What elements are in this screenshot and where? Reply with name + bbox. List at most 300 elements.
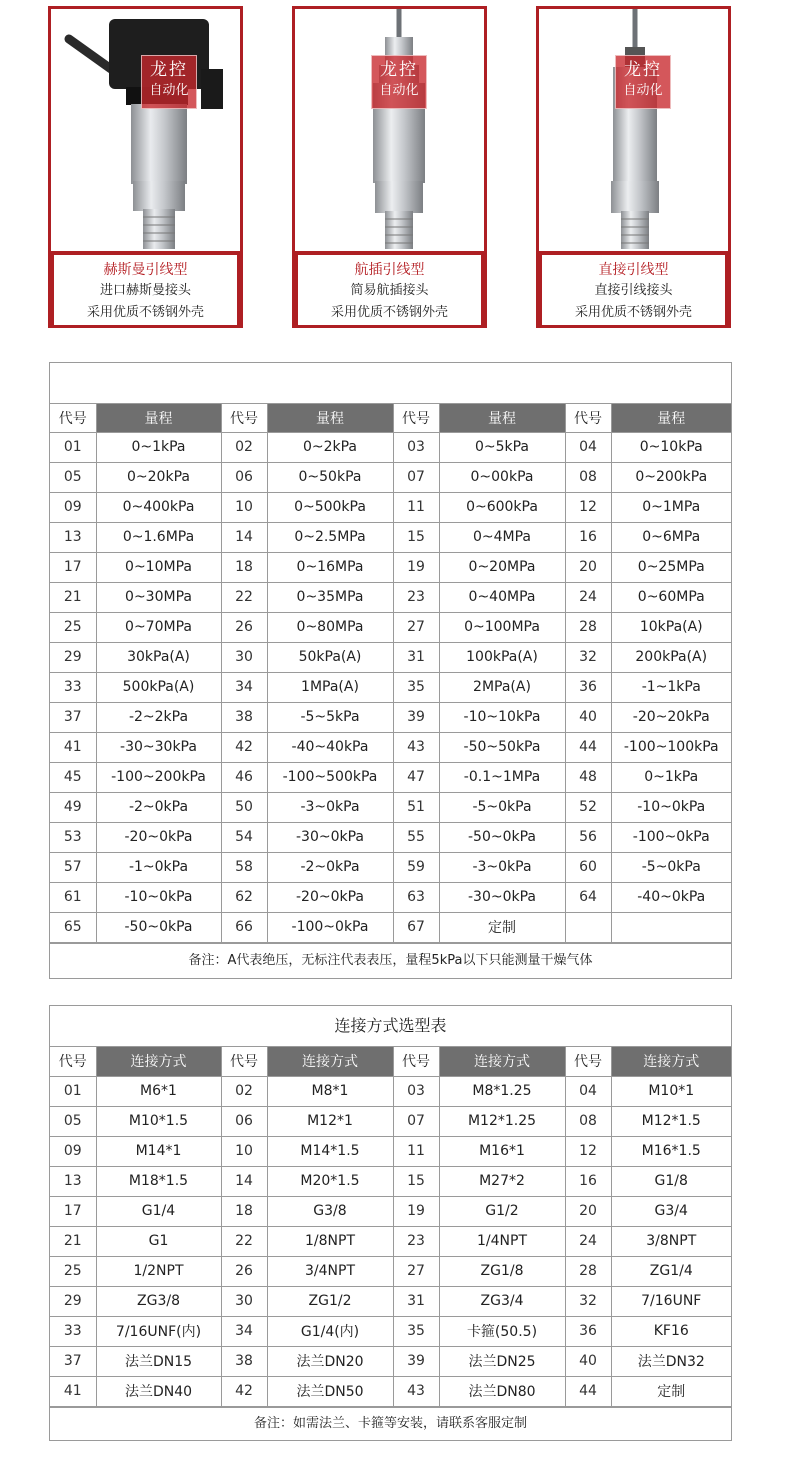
code-cell: 20 <box>565 552 611 582</box>
value-cell: -20~20kPa <box>611 702 731 732</box>
value-cell: 3/8NPT <box>611 1226 731 1256</box>
value-cell: 0~5kPa <box>439 432 565 462</box>
column-header-code: 代号 <box>221 1047 267 1076</box>
value-cell: M10*1.5 <box>96 1106 221 1136</box>
value-cell: -30~0kPa <box>439 882 565 912</box>
value-cell: 0~60MPa <box>611 582 731 612</box>
code-cell: 63 <box>393 882 439 912</box>
value-cell: 0~00kPa <box>439 462 565 492</box>
code-cell: 42 <box>221 732 267 762</box>
connection-table-note: 备注：如需法兰、卡箍等安装，请联系客服定制 <box>50 1407 731 1440</box>
column-header-code: 代号 <box>393 1047 439 1076</box>
code-cell: 60 <box>565 852 611 882</box>
value-cell: 0~40MPa <box>439 582 565 612</box>
code-cell: 42 <box>221 1376 267 1406</box>
range-table-title <box>50 363 731 404</box>
code-cell <box>565 912 611 942</box>
connection-table-body <box>50 1076 731 1406</box>
column-header-code: 代号 <box>565 404 611 432</box>
code-cell: 28 <box>565 1256 611 1286</box>
column-header-range: 量程 <box>96 404 221 432</box>
column-header-code: 代号 <box>221 404 267 432</box>
value-cell: 0~400kPa <box>96 492 221 522</box>
code-cell: 58 <box>221 852 267 882</box>
value-cell: -100~0kPa <box>611 822 731 852</box>
code-cell: 12 <box>565 492 611 522</box>
code-cell: 66 <box>221 912 267 942</box>
value-cell: M18*1.5 <box>96 1166 221 1196</box>
value-cell: 100kPa(A) <box>439 642 565 672</box>
value-cell: M10*1 <box>611 1076 731 1106</box>
code-cell: 67 <box>393 912 439 942</box>
value-cell: -30~30kPa <box>96 732 221 762</box>
value-cell: -10~0kPa <box>96 882 221 912</box>
value-cell: -1~1kPa <box>611 672 731 702</box>
value-cell: -30~0kPa <box>267 822 393 852</box>
code-cell: 10 <box>221 492 267 522</box>
value-cell: G3/4 <box>611 1196 731 1226</box>
code-cell: 35 <box>393 1316 439 1346</box>
code-cell: 34 <box>221 672 267 702</box>
value-cell: 法兰DN40 <box>96 1376 221 1406</box>
value-cell: 0~1.6MPa <box>96 522 221 552</box>
value-cell: 200kPa(A) <box>611 642 731 672</box>
code-cell: 30 <box>221 642 267 672</box>
table-row <box>50 492 731 522</box>
value-cell: G1/4 <box>96 1196 221 1226</box>
code-cell: 09 <box>50 1136 96 1166</box>
code-cell: 21 <box>50 582 96 612</box>
value-cell: 0~80MPa <box>267 612 393 642</box>
code-cell: 45 <box>50 762 96 792</box>
value-cell: M14*1.5 <box>267 1136 393 1166</box>
code-cell: 28 <box>565 612 611 642</box>
code-cell: 04 <box>565 1076 611 1106</box>
connection-selection-table <box>49 1005 732 1441</box>
value-cell: -2~2kPa <box>96 702 221 732</box>
code-cell: 39 <box>393 1346 439 1376</box>
code-cell: 25 <box>50 612 96 642</box>
code-cell: 39 <box>393 702 439 732</box>
value-cell: 0~10kPa <box>611 432 731 462</box>
code-cell: 22 <box>221 1226 267 1256</box>
code-cell: 34 <box>221 1316 267 1346</box>
code-cell: 36 <box>565 1316 611 1346</box>
value-cell: -5~5kPa <box>267 702 393 732</box>
table-row <box>50 1226 731 1256</box>
value-cell: M16*1 <box>439 1136 565 1166</box>
code-cell: 12 <box>565 1136 611 1166</box>
value-cell: ZG1/2 <box>267 1286 393 1316</box>
code-cell: 02 <box>221 1076 267 1106</box>
value-cell: 0~100MPa <box>439 612 565 642</box>
code-cell: 03 <box>393 1076 439 1106</box>
code-cell: 40 <box>565 1346 611 1376</box>
value-cell: G1/8 <box>611 1166 731 1196</box>
value-cell: M14*1 <box>96 1136 221 1166</box>
column-header-connection: 连接方式 <box>267 1047 393 1076</box>
product-photo <box>539 9 728 251</box>
table-row <box>50 912 731 942</box>
code-cell: 52 <box>565 792 611 822</box>
code-cell: 11 <box>393 492 439 522</box>
code-cell: 36 <box>565 672 611 702</box>
table-row <box>50 1256 731 1286</box>
code-cell: 08 <box>565 462 611 492</box>
table-row <box>50 522 731 552</box>
code-cell: 26 <box>221 612 267 642</box>
code-cell: 46 <box>221 762 267 792</box>
value-cell: -20~0kPa <box>267 882 393 912</box>
code-cell: 49 <box>50 792 96 822</box>
code-cell: 59 <box>393 852 439 882</box>
product-title: 航插引线型 <box>354 262 425 278</box>
table-row <box>50 1286 731 1316</box>
product-title: 赫斯曼引线型 <box>103 262 188 278</box>
product-feature: 采用优质不锈钢外壳 <box>330 305 448 320</box>
value-cell: M6*1 <box>96 1076 221 1106</box>
table-row <box>50 582 731 612</box>
value-cell: 0~30MPa <box>96 582 221 612</box>
value-cell: G1/2 <box>439 1196 565 1226</box>
value-cell: 10kPa(A) <box>611 612 731 642</box>
code-cell: 38 <box>221 702 267 732</box>
product-caption <box>542 255 725 325</box>
table-row <box>50 552 731 582</box>
value-cell: 2MPa(A) <box>439 672 565 702</box>
code-cell: 40 <box>565 702 611 732</box>
watermark-stamp: 龙控 自动化 <box>371 55 427 109</box>
value-cell: 卡箍(50.5) <box>439 1316 565 1346</box>
code-cell: 50 <box>221 792 267 822</box>
value-cell: G1/4(内) <box>267 1316 393 1346</box>
code-cell: 06 <box>221 462 267 492</box>
code-cell: 44 <box>565 732 611 762</box>
product-feature: 进口赫斯曼接头 <box>99 283 191 298</box>
code-cell: 61 <box>50 882 96 912</box>
column-header-code: 代号 <box>565 1047 611 1076</box>
code-cell: 51 <box>393 792 439 822</box>
value-cell: ZG1/4 <box>611 1256 731 1286</box>
value-cell: 定制 <box>439 912 565 942</box>
value-cell: M12*1.25 <box>439 1106 565 1136</box>
table-row <box>50 762 731 792</box>
value-cell: M12*1.5 <box>611 1106 731 1136</box>
value-cell: 0~70MPa <box>96 612 221 642</box>
code-cell: 17 <box>50 552 96 582</box>
code-cell: 32 <box>565 1286 611 1316</box>
code-cell: 09 <box>50 492 96 522</box>
code-cell: 33 <box>50 672 96 702</box>
column-header-code: 代号 <box>50 1047 96 1076</box>
table-row <box>50 732 731 762</box>
range-table-note: 备注：A代表绝压，无标注代表表压，量程5kPa以下只能测量干燥气体 <box>50 943 731 978</box>
table-row <box>50 852 731 882</box>
value-cell: -100~100kPa <box>611 732 731 762</box>
code-cell: 06 <box>221 1106 267 1136</box>
table-row <box>50 1076 731 1106</box>
value-cell: -20~0kPa <box>96 822 221 852</box>
code-cell: 19 <box>393 1196 439 1226</box>
value-cell: 法兰DN20 <box>267 1346 393 1376</box>
code-cell: 23 <box>393 582 439 612</box>
value-cell: -50~0kPa <box>439 822 565 852</box>
value-cell: 0~200kPa <box>611 462 731 492</box>
value-cell: -100~0kPa <box>267 912 393 942</box>
value-cell: -10~10kPa <box>439 702 565 732</box>
value-cell: 0~1MPa <box>611 492 731 522</box>
value-cell: 0~25MPa <box>611 552 731 582</box>
table-row <box>50 1166 731 1196</box>
code-cell: 07 <box>393 462 439 492</box>
connection-table-title: 连接方式选型表 <box>50 1006 731 1047</box>
code-cell: 04 <box>565 432 611 462</box>
code-cell: 38 <box>221 1346 267 1376</box>
code-cell: 01 <box>50 1076 96 1106</box>
column-header-range: 量程 <box>439 404 565 432</box>
table-row <box>50 1316 731 1346</box>
value-cell: G3/8 <box>267 1196 393 1226</box>
value-cell: 1/2NPT <box>96 1256 221 1286</box>
code-cell: 65 <box>50 912 96 942</box>
table-row <box>50 1346 731 1376</box>
code-cell: 43 <box>393 732 439 762</box>
column-header-range: 量程 <box>267 404 393 432</box>
code-cell: 22 <box>221 582 267 612</box>
value-cell: 3/4NPT <box>267 1256 393 1286</box>
column-header-connection: 连接方式 <box>611 1047 731 1076</box>
value-cell: 法兰DN15 <box>96 1346 221 1376</box>
value-cell: ZG1/8 <box>439 1256 565 1286</box>
product-feature: 直接引线接头 <box>594 283 673 298</box>
code-cell: 25 <box>50 1256 96 1286</box>
value-cell <box>611 912 731 942</box>
value-cell: -5~0kPa <box>611 852 731 882</box>
code-cell: 32 <box>565 642 611 672</box>
value-cell: KF16 <box>611 1316 731 1346</box>
code-cell: 27 <box>393 1256 439 1286</box>
code-cell: 17 <box>50 1196 96 1226</box>
code-cell: 26 <box>221 1256 267 1286</box>
value-cell: 0~2.5MPa <box>267 522 393 552</box>
value-cell: -10~0kPa <box>611 792 731 822</box>
value-cell: 定制 <box>611 1376 731 1406</box>
value-cell: 0~20kPa <box>96 462 221 492</box>
value-cell: M8*1 <box>267 1076 393 1106</box>
code-cell: 11 <box>393 1136 439 1166</box>
code-cell: 30 <box>221 1286 267 1316</box>
value-cell: -40~0kPa <box>611 882 731 912</box>
product-card-aviation-plug <box>292 6 487 328</box>
table-row <box>50 1376 731 1406</box>
value-cell: 法兰DN50 <box>267 1376 393 1406</box>
code-cell: 44 <box>565 1376 611 1406</box>
code-cell: 47 <box>393 762 439 792</box>
table-row <box>50 882 731 912</box>
value-cell: -100~500kPa <box>267 762 393 792</box>
code-cell: 08 <box>565 1106 611 1136</box>
code-cell: 18 <box>221 552 267 582</box>
connection-table-header-row <box>50 1047 731 1076</box>
code-cell: 56 <box>565 822 611 852</box>
value-cell: 0~2kPa <box>267 432 393 462</box>
code-cell: 57 <box>50 852 96 882</box>
value-cell: 1MPa(A) <box>267 672 393 702</box>
value-cell: -50~50kPa <box>439 732 565 762</box>
code-cell: 24 <box>565 1226 611 1256</box>
value-cell: 7/16UNF <box>611 1286 731 1316</box>
code-cell: 35 <box>393 672 439 702</box>
value-cell: ZG3/4 <box>439 1286 565 1316</box>
value-cell: -40~40kPa <box>267 732 393 762</box>
product-title: 直接引线型 <box>598 262 669 278</box>
value-cell: 法兰DN32 <box>611 1346 731 1376</box>
value-cell: M8*1.25 <box>439 1076 565 1106</box>
value-cell: 7/16UNF(内) <box>96 1316 221 1346</box>
code-cell: 64 <box>565 882 611 912</box>
code-cell: 16 <box>565 522 611 552</box>
value-cell: 0~16MPa <box>267 552 393 582</box>
value-cell: 0~10MPa <box>96 552 221 582</box>
pressure-sensor-hirschmann-image <box>51 9 240 251</box>
code-cell: 24 <box>565 582 611 612</box>
code-cell: 20 <box>565 1196 611 1226</box>
value-cell: -2~0kPa <box>267 852 393 882</box>
range-table-grid <box>50 404 731 943</box>
code-cell: 13 <box>50 1166 96 1196</box>
value-cell: -50~0kPa <box>96 912 221 942</box>
code-cell: 33 <box>50 1316 96 1346</box>
code-cell: 18 <box>221 1196 267 1226</box>
value-cell: 0~1kPa <box>611 762 731 792</box>
table-row <box>50 672 731 702</box>
code-cell: 15 <box>393 522 439 552</box>
product-photo <box>295 9 484 251</box>
code-cell: 19 <box>393 552 439 582</box>
code-cell: 15 <box>393 1166 439 1196</box>
code-cell: 55 <box>393 822 439 852</box>
code-cell: 14 <box>221 1166 267 1196</box>
column-header-code: 代号 <box>393 404 439 432</box>
value-cell: -5~0kPa <box>439 792 565 822</box>
value-cell: 0~35MPa <box>267 582 393 612</box>
product-card-direct-lead <box>536 6 731 328</box>
value-cell: -0.1~1MPa <box>439 762 565 792</box>
column-header-connection: 连接方式 <box>439 1047 565 1076</box>
column-header-range: 量程 <box>611 404 731 432</box>
value-cell: 0~50kPa <box>267 462 393 492</box>
value-cell: 1/4NPT <box>439 1226 565 1256</box>
table-row <box>50 1136 731 1166</box>
table-row <box>50 612 731 642</box>
code-cell: 03 <box>393 432 439 462</box>
code-cell: 62 <box>221 882 267 912</box>
value-cell: 500kPa(A) <box>96 672 221 702</box>
code-cell: 31 <box>393 1286 439 1316</box>
product-card-hirschmann <box>48 6 243 328</box>
table-row <box>50 462 731 492</box>
code-cell: 21 <box>50 1226 96 1256</box>
code-cell: 41 <box>50 1376 96 1406</box>
value-cell: 0~600kPa <box>439 492 565 522</box>
code-cell: 31 <box>393 642 439 672</box>
value-cell: 0~20MPa <box>439 552 565 582</box>
code-cell: 07 <box>393 1106 439 1136</box>
value-cell: -3~0kPa <box>439 852 565 882</box>
code-cell: 16 <box>565 1166 611 1196</box>
value-cell: 0~6MPa <box>611 522 731 552</box>
code-cell: 37 <box>50 702 96 732</box>
value-cell: 0~1kPa <box>96 432 221 462</box>
code-cell: 23 <box>393 1226 439 1256</box>
table-row <box>50 432 731 462</box>
range-table-header-row <box>50 404 731 432</box>
product-feature: 采用优质不锈钢外壳 <box>86 305 204 320</box>
code-cell: 14 <box>221 522 267 552</box>
value-cell: 0~500kPa <box>267 492 393 522</box>
value-cell: ZG3/8 <box>96 1286 221 1316</box>
product-caption <box>298 255 481 325</box>
code-cell: 48 <box>565 762 611 792</box>
code-cell: 01 <box>50 432 96 462</box>
code-cell: 43 <box>393 1376 439 1406</box>
value-cell: -1~0kPa <box>96 852 221 882</box>
value-cell: 1/8NPT <box>267 1226 393 1256</box>
code-cell: 13 <box>50 522 96 552</box>
product-feature: 简易航插接头 <box>350 283 429 298</box>
value-cell: -3~0kPa <box>267 792 393 822</box>
value-cell: 法兰DN80 <box>439 1376 565 1406</box>
code-cell: 53 <box>50 822 96 852</box>
value-cell: 0~4MPa <box>439 522 565 552</box>
code-cell: 05 <box>50 1106 96 1136</box>
value-cell: 法兰DN25 <box>439 1346 565 1376</box>
code-cell: 37 <box>50 1346 96 1376</box>
code-cell: 29 <box>50 642 96 672</box>
code-cell: 02 <box>221 432 267 462</box>
product-photo <box>51 9 240 251</box>
connection-table-grid <box>50 1047 731 1407</box>
watermark-stamp: 龙控 自动化 <box>141 55 197 109</box>
code-cell: 29 <box>50 1286 96 1316</box>
product-caption <box>54 255 237 325</box>
value-cell: G1 <box>96 1226 221 1256</box>
table-row <box>50 702 731 732</box>
range-selection-table <box>49 362 732 979</box>
value-cell: -100~200kPa <box>96 762 221 792</box>
value-cell: -2~0kPa <box>96 792 221 822</box>
table-row <box>50 1196 731 1226</box>
value-cell: 50kPa(A) <box>267 642 393 672</box>
value-cell: M12*1 <box>267 1106 393 1136</box>
code-cell: 41 <box>50 732 96 762</box>
value-cell: M27*2 <box>439 1166 565 1196</box>
code-cell: 10 <box>221 1136 267 1166</box>
code-cell: 05 <box>50 462 96 492</box>
value-cell: 30kPa(A) <box>96 642 221 672</box>
pressure-sensor-aviation-image <box>295 9 484 251</box>
table-row <box>50 1106 731 1136</box>
code-cell: 54 <box>221 822 267 852</box>
product-feature: 采用优质不锈钢外壳 <box>574 305 692 320</box>
value-cell: M20*1.5 <box>267 1166 393 1196</box>
column-header-code: 代号 <box>50 404 96 432</box>
table-row <box>50 792 731 822</box>
table-row <box>50 822 731 852</box>
watermark-stamp: 龙控 自动化 <box>615 55 671 109</box>
code-cell: 27 <box>393 612 439 642</box>
column-header-connection: 连接方式 <box>96 1047 221 1076</box>
